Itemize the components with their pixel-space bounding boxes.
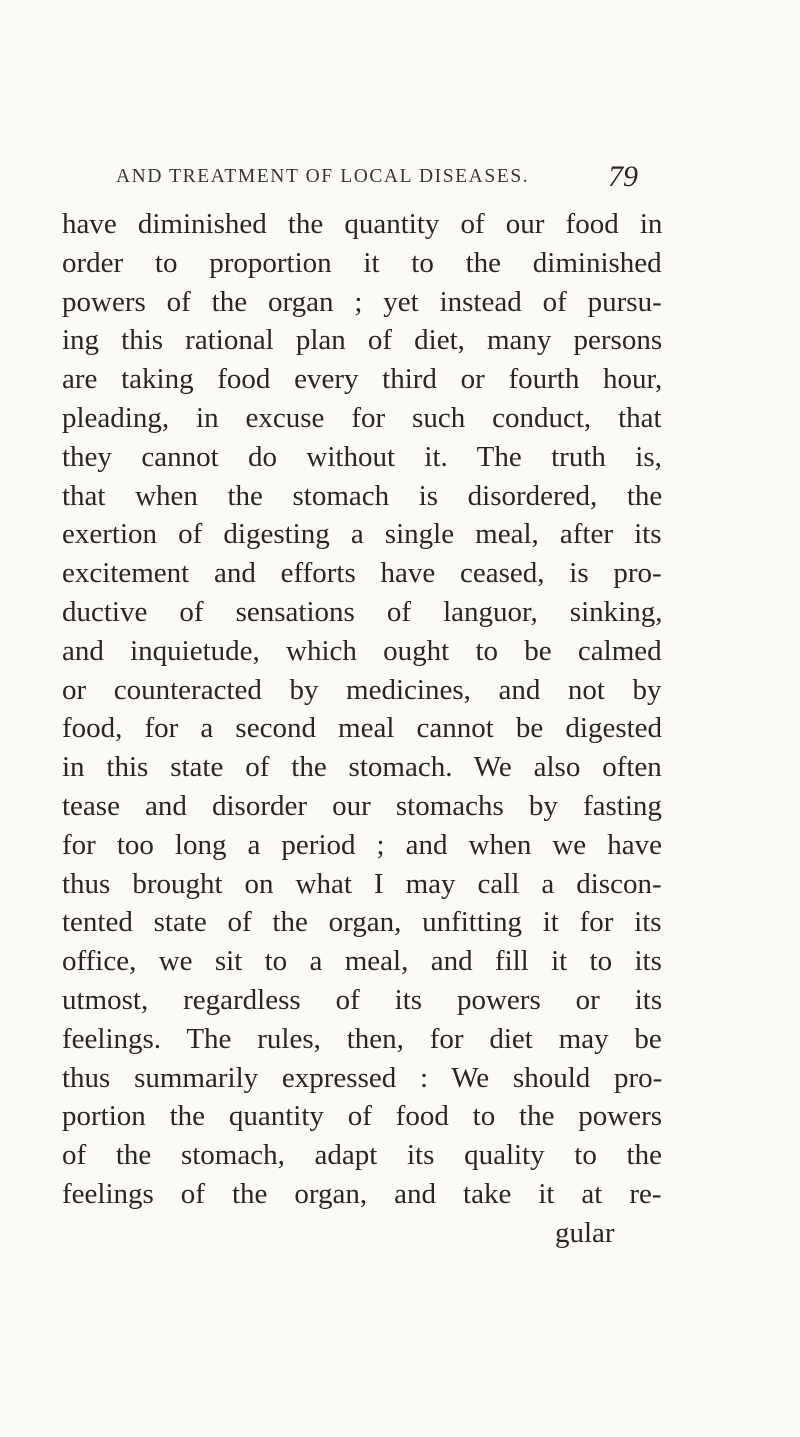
text-line: tented state of the organ, unfitting it for its — [62, 906, 662, 939]
text-line: in this state of the stomach. We also often — [62, 751, 662, 784]
body-text — [62, 205, 662, 1253]
text-line: that when the stomach is disordered, the — [62, 479, 662, 512]
text-line: have diminished the quantity of our food in — [62, 208, 662, 240]
text-line: exertion of digesting a single meal, after its — [62, 518, 662, 551]
text-line: and inquietude, which ought to be calmed — [62, 634, 662, 667]
text-line: office, we sit to a meal, and fill it to its — [62, 945, 662, 978]
text-line: feelings of the organ, and take it at re- — [62, 1177, 662, 1210]
text-line: thus summarily expressed : We should pro- — [62, 1061, 662, 1094]
text-line: utmost, regardless of its powers or its — [62, 983, 662, 1016]
text-line: order to proportion it to the diminished — [62, 246, 662, 279]
text-line: powers of the organ ; yet instead of pursu- — [62, 285, 662, 318]
text-line: portion the quantity of food to the powers — [62, 1100, 662, 1133]
text-line: excitement and efforts have ceased, is pro- — [62, 557, 662, 590]
text-line: feelings. The rules, then, for diet may be — [62, 1022, 662, 1055]
text-line: ductive of sensations of languor, sinking, — [62, 595, 662, 628]
text-line: they cannot do without it. The truth is, — [62, 440, 662, 473]
catchword: gular — [555, 1216, 615, 1249]
text-line: for too long a period ; and when we have — [62, 828, 662, 861]
text-line: ing this rational plan of diet, many persons — [62, 324, 662, 357]
text-line: or counteracted by medicines, and not by — [62, 673, 662, 706]
text-line: pleading, in excuse for such conduct, that — [62, 401, 662, 434]
running-head — [0, 160, 655, 196]
text-line: tease and disorder our stomachs by fasting — [62, 789, 662, 822]
text-line: thus brought on what I may call a discon- — [62, 867, 662, 900]
text-line: are taking food every third or fourth hour, — [62, 363, 662, 396]
page-number: 79 — [608, 160, 638, 193]
text-line: of the stomach, adapt its quality to the — [62, 1139, 662, 1172]
text-line: food, for a second meal cannot be digested — [62, 712, 662, 745]
running-title: AND TREATMENT OF LOCAL DISEASES. — [116, 166, 530, 187]
